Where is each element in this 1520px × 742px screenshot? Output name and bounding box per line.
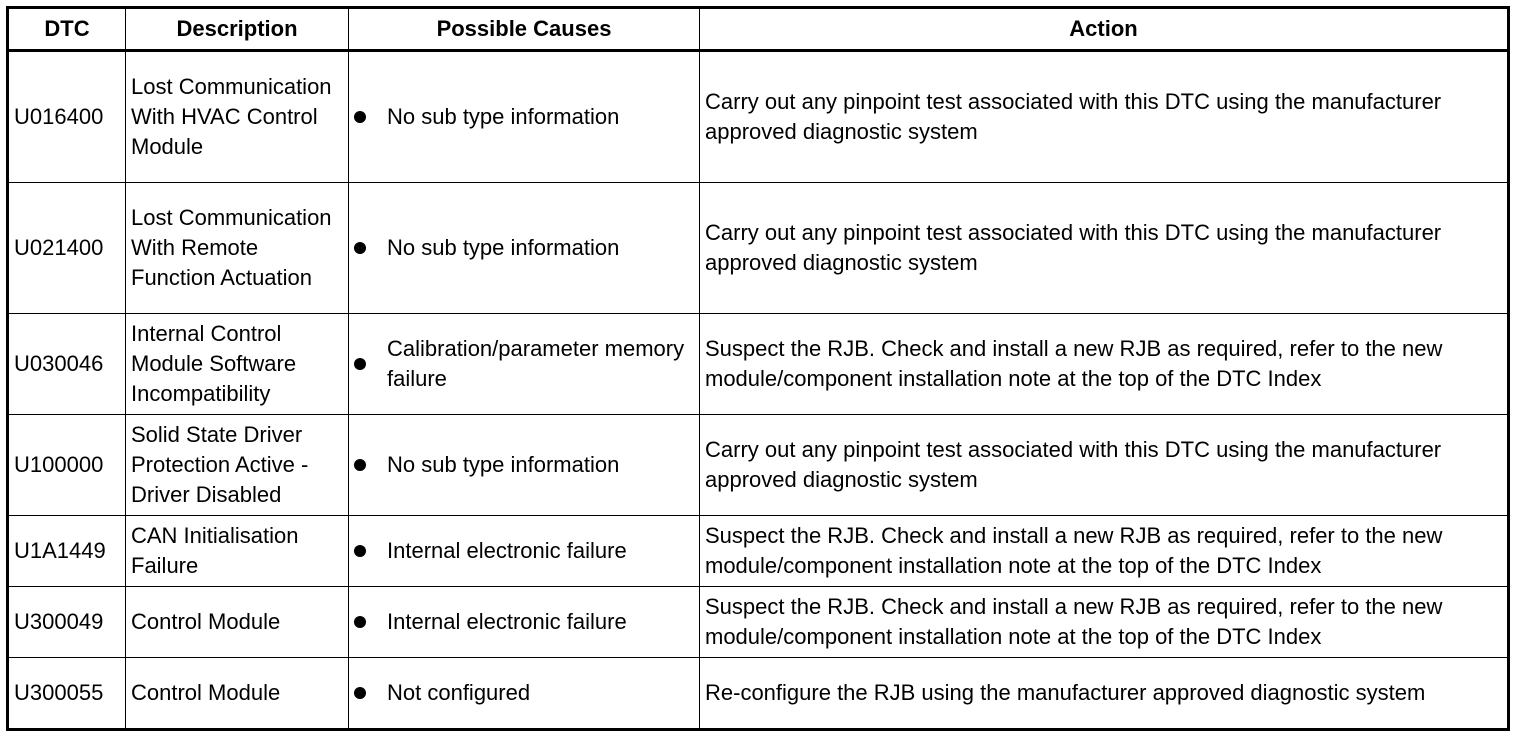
cause-text: No sub type information bbox=[387, 452, 620, 477]
cause-text: No sub type information bbox=[387, 235, 620, 260]
table-row bbox=[8, 516, 1509, 587]
description-cell: CAN Initialisation Failure bbox=[126, 516, 349, 587]
header-description: Description bbox=[126, 8, 349, 51]
dtc-code: U021400 bbox=[8, 183, 126, 314]
table-row bbox=[8, 658, 1509, 730]
cause-text: Calibration/parameter memory failure bbox=[387, 336, 685, 391]
action-cell: Carry out any pinpoint test associated with this DTC using the manufacturer approved diagnostic system bbox=[700, 183, 1509, 314]
description-cell: Control Module bbox=[126, 658, 349, 730]
dtc-code: U030046 bbox=[8, 314, 126, 415]
bullet-icon bbox=[354, 545, 366, 557]
cause-text: No sub type information bbox=[387, 104, 620, 129]
cause-list-item bbox=[354, 607, 694, 637]
table-row bbox=[8, 51, 1509, 183]
bullet-icon bbox=[354, 111, 366, 123]
cause-list-item bbox=[354, 678, 694, 708]
cause-text: Not configured bbox=[387, 680, 531, 705]
action-cell: Suspect the RJB. Check and install a new RJB as required, refer to the new module/component installation note at the top of the DTC Index bbox=[700, 587, 1509, 658]
cause-list-item bbox=[354, 450, 694, 480]
cause-cell bbox=[349, 658, 700, 730]
cause-text: Internal electronic failure bbox=[387, 538, 627, 563]
dtc-code: U300055 bbox=[8, 658, 126, 730]
description-cell: Internal Control Module Software Incompatibility bbox=[126, 314, 349, 415]
table-body bbox=[8, 51, 1509, 730]
description-cell: Control Module bbox=[126, 587, 349, 658]
cause-cell bbox=[349, 587, 700, 658]
action-cell: Suspect the RJB. Check and install a new RJB as required, refer to the new module/component installation note at the top of the DTC Index bbox=[700, 314, 1509, 415]
dtc-code: U1A1449 bbox=[8, 516, 126, 587]
dtc-code: U100000 bbox=[8, 415, 126, 516]
header-dtc: DTC bbox=[8, 8, 126, 51]
bullet-icon bbox=[354, 616, 366, 628]
cause-cell bbox=[349, 183, 700, 314]
header-action: Action bbox=[700, 8, 1509, 51]
bullet-icon bbox=[354, 459, 366, 471]
cause-list-item bbox=[354, 536, 694, 566]
table-row bbox=[8, 415, 1509, 516]
action-cell: Suspect the RJB. Check and install a new RJB as required, refer to the new module/component installation note at the top of the DTC Index bbox=[700, 516, 1509, 587]
dtc-code: U300049 bbox=[8, 587, 126, 658]
cause-list-item bbox=[354, 233, 694, 263]
table-row bbox=[8, 314, 1509, 415]
table-row bbox=[8, 587, 1509, 658]
table-row bbox=[8, 183, 1509, 314]
action-cell: Re-configure the RJB using the manufacturer approved diagnostic system bbox=[700, 658, 1509, 730]
bullet-icon bbox=[354, 242, 366, 254]
dtc-code: U016400 bbox=[8, 51, 126, 183]
cause-text: Internal electronic failure bbox=[387, 609, 627, 634]
header-row bbox=[8, 8, 1509, 51]
cause-list-item bbox=[354, 334, 694, 394]
cause-cell bbox=[349, 415, 700, 516]
cause-cell bbox=[349, 51, 700, 183]
dtc-table bbox=[6, 6, 1510, 731]
description-cell: Lost Communication With HVAC Control Module bbox=[126, 51, 349, 183]
cause-cell bbox=[349, 516, 700, 587]
header-possible-causes: Possible Causes bbox=[349, 8, 700, 51]
cause-cell bbox=[349, 314, 700, 415]
bullet-icon bbox=[354, 687, 366, 699]
description-cell: Lost Communication With Remote Function Actuation bbox=[126, 183, 349, 314]
description-cell: Solid State Driver Protection Active -Driver Disabled bbox=[126, 415, 349, 516]
table-header bbox=[8, 8, 1509, 51]
bullet-icon bbox=[354, 358, 366, 370]
action-cell: Carry out any pinpoint test associated with this DTC using the manufacturer approved diagnostic system bbox=[700, 51, 1509, 183]
action-cell: Carry out any pinpoint test associated with this DTC using the manufacturer approved diagnostic system bbox=[700, 415, 1509, 516]
cause-list-item bbox=[354, 102, 694, 132]
